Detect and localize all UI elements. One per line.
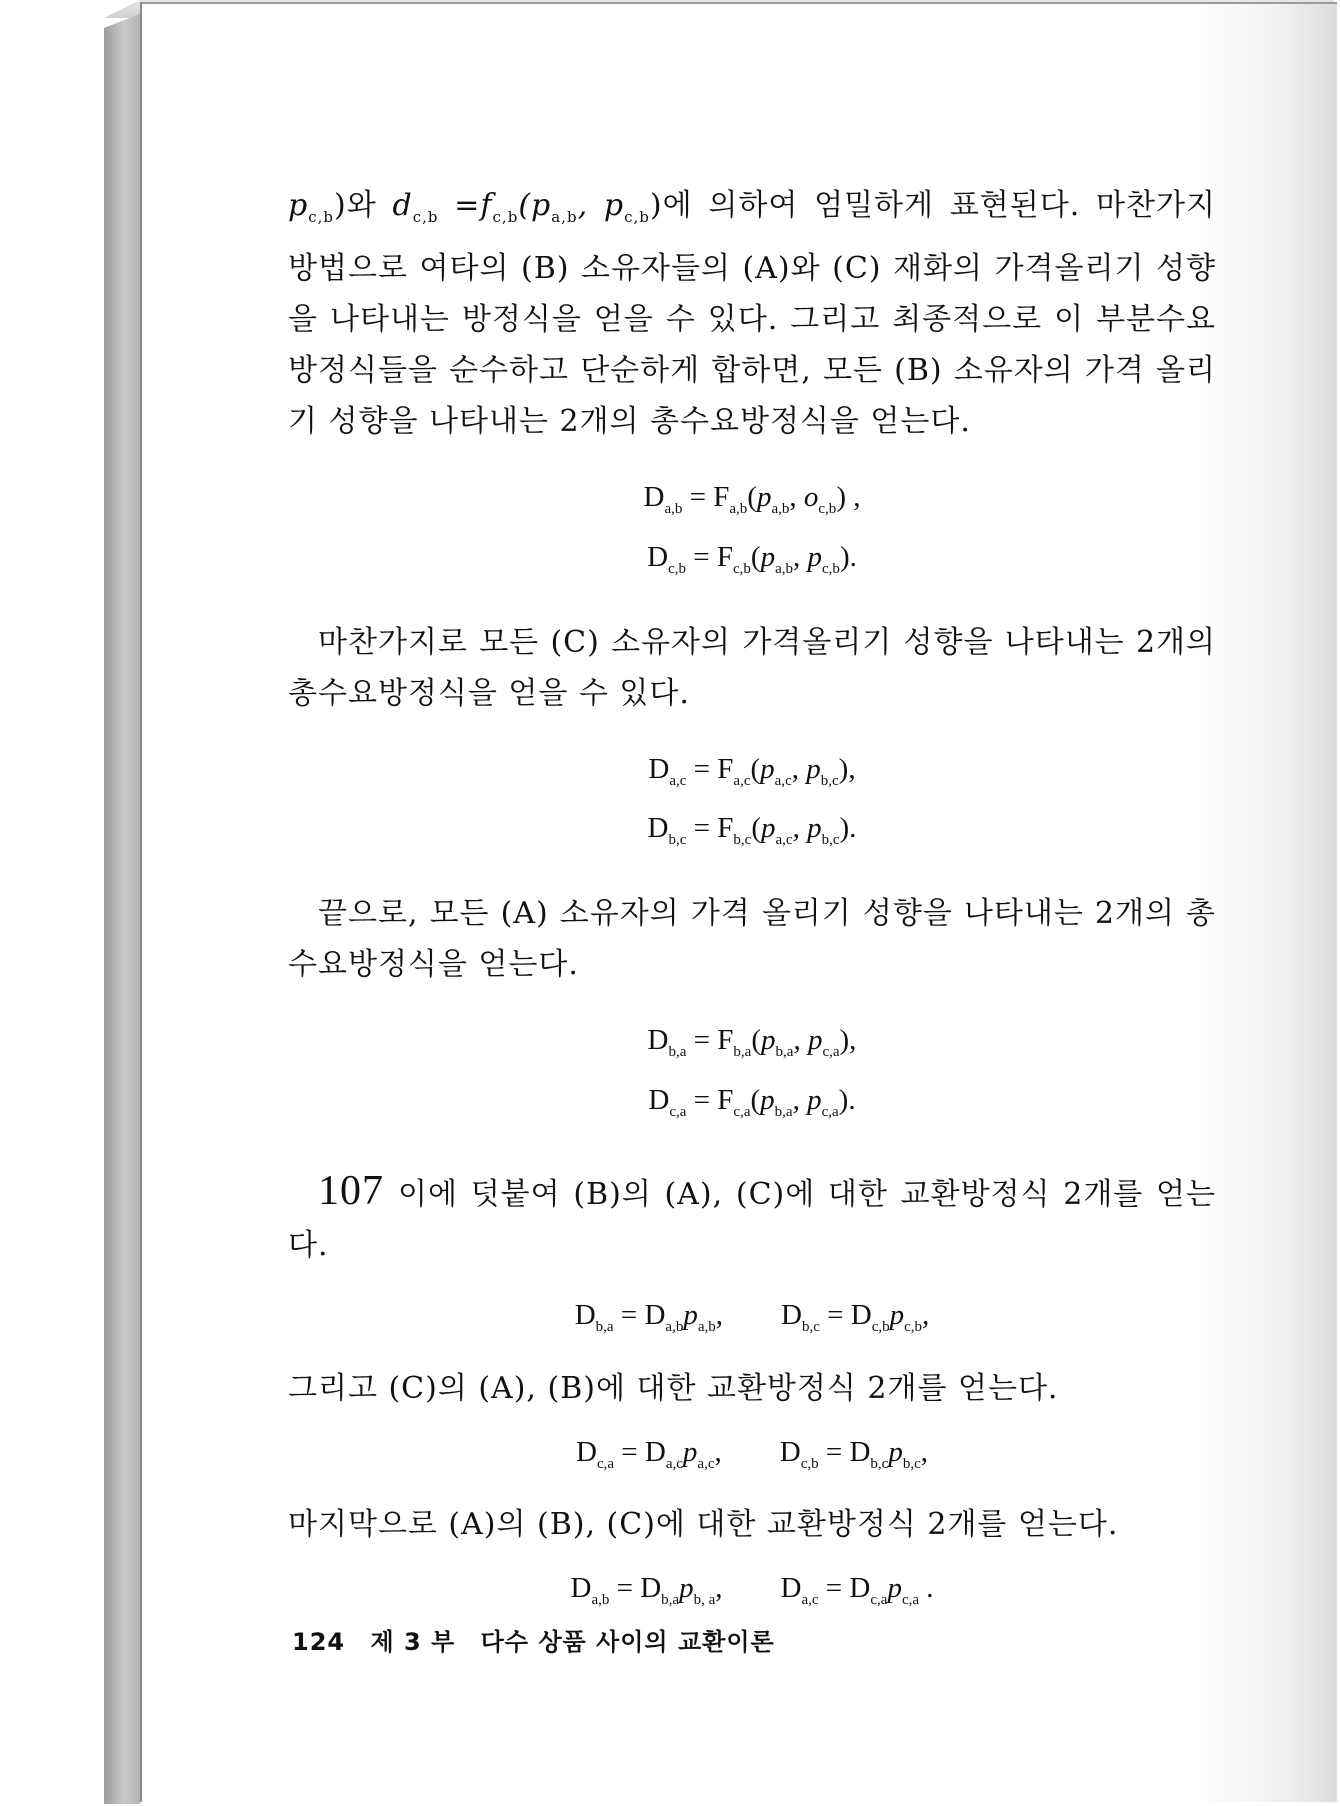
eq-price-sub: a,b xyxy=(697,1318,716,1335)
eq-comma: , xyxy=(793,540,808,573)
book-spine xyxy=(104,14,140,1804)
eq-end: , xyxy=(715,1572,723,1605)
eq-price: p xyxy=(887,1572,902,1605)
exchange-equations-b xyxy=(288,1291,1216,1351)
eq-lhs: D xyxy=(648,752,670,785)
eq-end: ), xyxy=(838,752,856,785)
eq-price: p xyxy=(679,1572,694,1605)
eq-equals: = xyxy=(818,1435,850,1468)
exchange-equations-c xyxy=(288,1428,1216,1488)
eq-end: , xyxy=(922,1298,930,1331)
eq-lhs-sub: a,c xyxy=(669,772,687,789)
page-number: 124 xyxy=(292,1628,346,1656)
exchange-equation-pair xyxy=(288,1291,1216,1351)
eq-equals: = xyxy=(614,1435,645,1468)
eq-arg1: p xyxy=(761,1024,776,1057)
eq-arg2: p xyxy=(807,1083,822,1116)
eq-func-sub: a,b xyxy=(729,500,748,517)
eq-arg1: p xyxy=(760,1083,775,1116)
eq-arg2: p xyxy=(807,1024,823,1057)
eq-comma: , xyxy=(789,481,804,513)
exchange-equation-pair xyxy=(288,1564,1216,1624)
eq-rhs-sub: b,c xyxy=(870,1455,889,1472)
eq-end: . xyxy=(919,1572,934,1605)
paragraph-a-owners: 끝으로, 모든 (A) 소유자의 가격 올리기 성향을 나타내는 2개의 총수요방정식을 얻는다. xyxy=(288,896,1216,983)
page-footer xyxy=(292,1622,791,1657)
eq-func-sub: c,a xyxy=(733,1103,751,1120)
eq-equals: = xyxy=(686,752,718,785)
eq-end: ), xyxy=(839,1024,857,1057)
eq-arg2: p xyxy=(807,540,823,573)
eq-func: F xyxy=(717,1024,734,1057)
eq-equals: = xyxy=(613,1298,645,1331)
eq-lhs-sub: c,a xyxy=(669,1103,687,1120)
eq-end: ). xyxy=(839,812,857,845)
eq-lhs-sub: b,c xyxy=(668,832,687,849)
eq-arg1: p xyxy=(760,540,776,573)
eq-price: p xyxy=(888,1435,903,1468)
eq-arg1-sub: a,c xyxy=(774,772,792,789)
eq-end: , xyxy=(715,1298,723,1331)
equation-block-b-owners xyxy=(288,473,1216,593)
eq-lhs-sub: b,c xyxy=(801,1318,820,1335)
eq-rhs: D xyxy=(849,1572,871,1605)
eq-equals: = xyxy=(819,1298,851,1331)
eq-func: F xyxy=(716,540,733,573)
eq-func-sub: c,b xyxy=(733,560,751,577)
eq-arg1-sub: a,b xyxy=(775,560,794,577)
eq-arg1-sub: b,a xyxy=(774,1103,793,1120)
eq-price: p xyxy=(683,1298,698,1331)
eq-open: ( xyxy=(751,1024,762,1057)
eq-equals: = xyxy=(686,812,718,845)
eq-equals: = xyxy=(609,1572,641,1605)
eq-end: , xyxy=(714,1435,722,1468)
eq-rhs-sub: b,a xyxy=(661,1592,680,1609)
eq-lhs: D xyxy=(570,1572,592,1605)
eq-lhs: D xyxy=(575,1435,597,1468)
eq-open: ( xyxy=(750,752,761,785)
part-label: 제 3 부 xyxy=(370,1628,456,1656)
page-body xyxy=(288,180,1216,1624)
eq-func: F xyxy=(717,752,734,785)
eq-arg2-sub: c,a xyxy=(822,1043,840,1060)
eq-open: ( xyxy=(747,481,757,513)
eq-arg1: p xyxy=(760,752,775,785)
eq-comma: , xyxy=(791,752,807,785)
eq-arg1-sub: b,a xyxy=(775,1043,794,1060)
eq-arg2-sub: c,a xyxy=(821,1103,839,1120)
eq-lhs-sub: c,a xyxy=(596,1455,615,1472)
eq-equals: = xyxy=(682,481,714,513)
demand-equation xyxy=(288,804,1216,864)
eq-lhs-sub: b,a xyxy=(595,1318,614,1335)
eq-arg1-sub: a,b xyxy=(771,500,790,517)
exchange-equation-pair xyxy=(288,1428,1216,1488)
eq-rhs: D xyxy=(644,1435,666,1468)
eq-rhs-sub: a,b xyxy=(665,1318,684,1335)
eq-rhs-sub: c,a xyxy=(870,1592,888,1609)
eq-func-sub: a,c xyxy=(733,772,751,789)
eq-lhs: D xyxy=(643,481,665,513)
eq-arg2-sub: c,b xyxy=(822,560,840,577)
eq-price: p xyxy=(889,1298,905,1331)
eq-lhs: D xyxy=(574,1298,596,1331)
eq-rhs-sub: c,b xyxy=(871,1318,890,1335)
eq-arg2: o xyxy=(803,481,819,513)
eq-open: ( xyxy=(750,1083,761,1116)
demand-equation xyxy=(288,745,1216,805)
eq-end: ). xyxy=(839,540,857,573)
eq-lhs: D xyxy=(647,540,669,573)
section-107 xyxy=(288,1166,1216,1271)
eq-end: ). xyxy=(838,1083,856,1116)
eq-end: , xyxy=(920,1435,929,1468)
eq-lhs-sub: c,b xyxy=(800,1455,819,1472)
eq-equals: = xyxy=(686,1024,718,1057)
demand-equation xyxy=(288,473,1216,533)
eq-rhs: D xyxy=(850,1298,872,1331)
chapter-title: 다수 상품 사이의 교환이론 xyxy=(480,1628,775,1656)
eq-comma: , xyxy=(792,1083,808,1116)
eq-rhs: D xyxy=(849,1435,871,1468)
eq-lhs-sub: c,b xyxy=(668,560,686,577)
eq-gap xyxy=(722,1436,780,1468)
eq-lhs: D xyxy=(647,812,669,845)
eq-comma: , xyxy=(792,812,808,845)
eq-func-sub: b,a xyxy=(733,1043,752,1060)
eq-equals: = xyxy=(818,1572,850,1605)
paragraph-exchange-a: 마지막으로 (A)의 (B), (C)에 대한 교환방정식 2개를 얻는다. xyxy=(288,1507,1119,1543)
eq-rhs-sub: a,c xyxy=(665,1455,683,1472)
eq-arg2-sub: c,b xyxy=(818,500,837,517)
section-number: 107 xyxy=(318,1167,384,1214)
eq-arg2-sub: b,c xyxy=(820,772,839,789)
paragraph-intro: $p_{c,b}$)와 $d_{c,b} =f_{c,b}(p_{a,b}$, $p_{c,b}$)에 의하여 엄밀하게 표현된다. 마찬가지 방법으로 여타의 (B) 소유자들의 (A)와 (C) 재화의 가격올리기 성향을 나타내는 방정식을 얻을 수 있다. 그리고 최종적으로 이 부분수요 방정식들을 순수하고 단순하게 합하면, 모든 (B) 소유자의 가격 올리기 성향을 나타내는 2개의 총수요방정식을 얻는다. xyxy=(288,188,1216,439)
eq-open: ( xyxy=(750,540,761,573)
eq-equals: = xyxy=(686,1083,718,1116)
eq-lhs: D xyxy=(781,1298,802,1331)
eq-price-sub: c,a xyxy=(901,1592,920,1609)
eq-func: F xyxy=(713,481,730,513)
eq-func: F xyxy=(717,812,734,845)
eq-lhs: D xyxy=(779,1435,801,1468)
eq-price-sub: b, a xyxy=(693,1592,716,1609)
eq-arg2-sub: b,c xyxy=(821,832,840,849)
eq-price-sub: a,c xyxy=(697,1455,715,1472)
equation-block-c-owners xyxy=(288,745,1216,865)
eq-lhs: D xyxy=(780,1572,802,1605)
eq-arg1: p xyxy=(761,812,776,845)
eq-gap xyxy=(723,1572,781,1604)
eq-comma: , xyxy=(793,1024,808,1057)
eq-arg1: p xyxy=(756,481,772,513)
eq-price: p xyxy=(682,1435,698,1468)
eq-lhs-sub: a,c xyxy=(801,1592,819,1609)
eq-func-sub: b,c xyxy=(733,832,752,849)
demand-equation xyxy=(288,1076,1216,1136)
eq-arg2: p xyxy=(807,812,822,845)
eq-lhs-sub: b,a xyxy=(668,1043,687,1060)
equation-block-a-owners xyxy=(288,1016,1216,1136)
eq-lhs-sub: a,b xyxy=(591,1592,610,1609)
eq-rhs: D xyxy=(644,1298,666,1331)
eq-end: ) , xyxy=(836,481,861,513)
eq-price-sub: b,c xyxy=(902,1455,921,1472)
eq-arg2: p xyxy=(806,752,821,785)
eq-open: ( xyxy=(751,812,762,845)
eq-equals: = xyxy=(686,540,717,573)
eq-price-sub: c,b xyxy=(904,1318,923,1335)
demand-equation xyxy=(288,1016,1216,1076)
eq-func: F xyxy=(717,1083,734,1116)
paragraph-exchange-c: 그리고 (C)의 (A), (B)에 대한 교환방정식 2개를 얻는다. xyxy=(288,1370,1059,1406)
demand-equation xyxy=(288,533,1216,593)
eq-gap xyxy=(723,1299,781,1331)
eq-lhs: D xyxy=(647,1024,669,1057)
exchange-equations-a xyxy=(288,1564,1216,1624)
eq-lhs-sub: a,b xyxy=(664,500,683,517)
section-text: 이에 덧붙여 (B)의 (A), (C)에 대한 교환방정식 2개를 얻는다. xyxy=(288,1176,1216,1263)
eq-rhs: D xyxy=(640,1572,662,1605)
eq-arg1-sub: a,c xyxy=(775,832,793,849)
eq-lhs: D xyxy=(648,1083,670,1116)
paragraph-c-owners: 마찬가지로 모든 (C) 소유자의 가격올리기 성향을 나타내는 2개의 총수요방정식을 얻을 수 있다. xyxy=(288,624,1216,711)
